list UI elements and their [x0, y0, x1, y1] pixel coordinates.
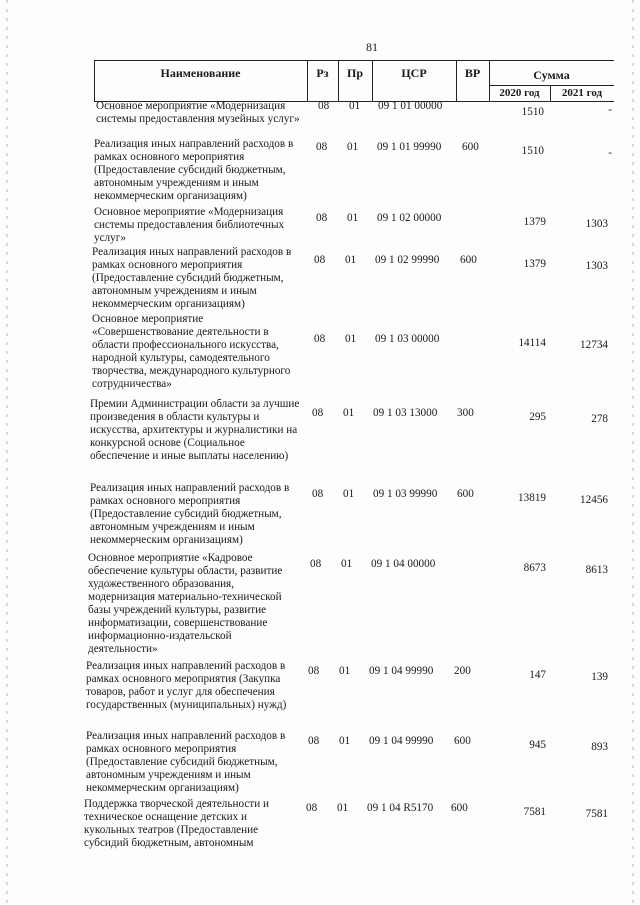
row-2020: 13819 — [518, 492, 546, 504]
col-pr-header: Пр — [346, 66, 363, 80]
scan-edge-left — [6, 0, 8, 905]
row-2021: 139 — [591, 671, 608, 683]
row-pr: 01 — [339, 665, 351, 677]
row-2021: 893 — [591, 741, 608, 753]
table-header — [94, 60, 614, 102]
row-csr: 09 1 03 13000 — [373, 407, 438, 419]
row-csr: 09 1 04 99990 — [369, 735, 434, 747]
row-2021: 7581 — [585, 808, 608, 820]
row-csr: 09 1 04 99990 — [369, 665, 434, 677]
row-2020: 945 — [529, 739, 546, 751]
row-csr: 09 1 03 00000 — [375, 333, 440, 345]
row-csr: 09 1 02 00000 — [377, 212, 442, 224]
col-2020-header: 2020 год — [499, 87, 540, 99]
row-2021: - — [608, 104, 612, 116]
row-csr: 09 1 02 99990 — [375, 254, 440, 266]
row-rz: 08 — [314, 333, 326, 345]
row-2020: 8673 — [523, 562, 546, 574]
row-vr: 600 — [451, 802, 468, 814]
row-2021: 1303 — [585, 260, 608, 272]
row-rz: 08 — [308, 735, 320, 747]
row-2020: 1510 — [521, 145, 544, 157]
row-vr: 300 — [457, 407, 474, 419]
row-pr: 01 — [347, 141, 359, 153]
row-vr: 200 — [454, 665, 471, 677]
row-pr: 01 — [337, 802, 349, 814]
row-rz: 08 — [314, 254, 326, 266]
row-pr: 01 — [343, 407, 355, 419]
row-pr: 01 — [341, 558, 353, 570]
row-name: Реализация иных направлений расходов в рамках основного мероприятия (Закупка товаров, работ и услуг для обеспечения государственных (муниципальных) нужд) — [86, 660, 287, 711]
row-name: Поддержка творческой деятельности и техническое оснащение детских и кукольных театров (Предоставление субсидий бюджетным, автономным — [84, 798, 269, 849]
row-rz: 08 — [316, 141, 328, 153]
row-rz: 08 — [312, 407, 324, 419]
row-csr: 09 1 01 99990 — [377, 141, 442, 153]
row-2021: 12456 — [580, 494, 608, 506]
row-pr: 01 — [339, 735, 351, 747]
page-number: 81 — [366, 40, 378, 54]
row-csr: 09 1 04 00000 — [371, 558, 436, 570]
row-2020: 295 — [529, 411, 546, 423]
row-vr: 600 — [460, 254, 477, 266]
row-rz: 08 — [316, 212, 328, 224]
row-name: Премии Администрации области за лучшие произведения в области культуры и искусства, архитектуры и журналистики на конкурсной основе (Социальное обеспечение и иные выплаты населению) — [90, 398, 300, 462]
row-rz: 08 — [310, 558, 322, 570]
scan-edge-right — [632, 0, 634, 905]
row-name: Основное мероприятие «Модернизация системы предоставления библиотечных услуг» — [94, 206, 285, 244]
row-2021: 12734 — [580, 339, 608, 351]
col-2021-header: 2021 год — [561, 87, 603, 99]
row-csr: 09 1 01 00000 — [378, 100, 443, 112]
row-rz: 08 — [312, 488, 324, 500]
col-csr-header: ЦСР — [401, 66, 427, 80]
row-name: Реализация иных направлений расходов в рамках основного мероприятия (Предоставление субсидий бюджетным, автономным учреждениям и иным некоммерческим организациям) — [92, 246, 292, 310]
row-name: Основное мероприятие «Кадровое обеспечение культуры области, развитие художественного образования, модернизация материально-технической базы учреждений культуры, развитие информатизации, совершенствование информационно-издательской деятельности» — [88, 552, 283, 655]
row-2020: 1379 — [523, 258, 546, 270]
row-name: Реализация иных направлений расходов в рамках основного мероприятия (Предоставление субсидий бюджетным, автономным учреждениям и иным некоммерческим организациям) — [86, 730, 286, 794]
row-pr: 01 — [347, 212, 359, 224]
row-csr: 09 1 03 99990 — [373, 488, 438, 500]
row-pr: 01 — [345, 333, 357, 345]
row-name: Основное мероприятие «Совершенствование деятельности в области профессионального искусства, народной культуры, самодеятельного творчества, международного культурного сотрудничества» — [92, 313, 291, 390]
row-pr: 01 — [349, 100, 361, 112]
row-2020: 1510 — [521, 106, 544, 118]
row-rz: 08 — [306, 802, 318, 814]
row-pr: 01 — [343, 488, 355, 500]
col-vr-header: ВР — [464, 66, 481, 80]
row-pr: 01 — [345, 254, 357, 266]
row-2020: 7581 — [523, 806, 546, 818]
col-rz-header: Рз — [316, 66, 329, 80]
row-name: Реализация иных направлений расходов в рамках основного мероприятия (Предоставление субсидий бюджетным, автономным учреждениям и иным некоммерческим организациям) — [94, 138, 294, 202]
row-2020: 147 — [529, 669, 546, 681]
row-rz: 08 — [308, 665, 320, 677]
col-sum-header: Сумма — [533, 68, 570, 82]
row-2020: 1379 — [523, 216, 546, 228]
row-name: Основное мероприятие «Модернизация системы предоставления музейных услуг» — [96, 100, 300, 125]
row-vr: 600 — [454, 735, 471, 747]
row-2021: 278 — [591, 413, 608, 425]
row-rz: 08 — [318, 100, 330, 112]
col-name-header: Наименование — [160, 66, 241, 80]
row-2021: 8613 — [585, 564, 608, 576]
row-2021: 1303 — [585, 218, 608, 230]
row-name: Реализация иных направлений расходов в рамках основного мероприятия (Предоставление субсидий бюджетным, автономным учреждениям и иным некоммерческим организациям) — [90, 482, 290, 546]
row-2021: - — [608, 147, 612, 159]
row-vr: 600 — [457, 488, 474, 500]
row-2020: 14114 — [518, 337, 546, 349]
row-vr: 600 — [462, 141, 479, 153]
row-csr: 09 1 04 R5170 — [367, 802, 434, 814]
